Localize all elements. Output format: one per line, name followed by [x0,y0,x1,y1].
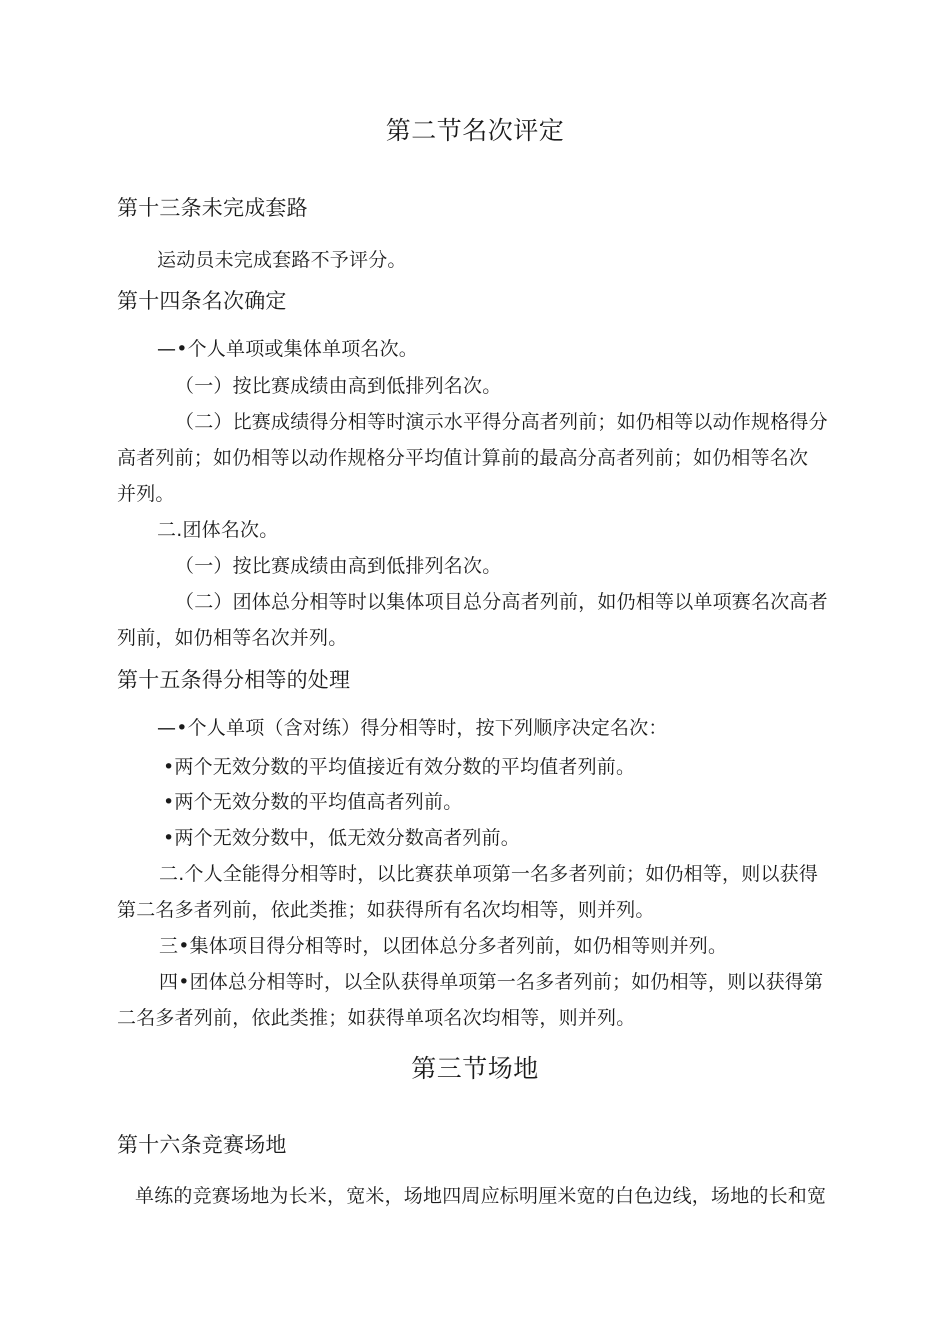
paragraph-line: 并列。 [117,483,175,505]
paragraph-line: （一）按比赛成绩由高到低排列名次。 [175,555,502,577]
paragraph-line: 二.个人全能得分相等时，以比赛获单项第一名多者列前；如仍相等，则以获得 [159,863,819,885]
paragraph-line: —•个人单项（含对练）得分相等时，按下列顺序决定名次： [157,717,668,739]
paragraph-line: 二名多者列前，依此类推；如获得单项名次均相等，则并列。 [117,1007,636,1029]
paragraph-line: —•个人单项或集体单项名次。 [157,338,419,360]
paragraph-line: （二）团体总分相等时以集体项目总分高者列前，如仍相等以单项赛名次高者 [175,591,828,613]
paragraph-line: 四•团体总分相等时，以全队获得单项第一名多者列前；如仍相等，则以获得第 [159,971,824,993]
paragraph-line: （二）比赛成绩得分相等时演示水平得分高者列前；如仍相等以动作规格得分 [175,411,828,433]
paragraph-line: 第二名多者列前，依此类推；如获得所有名次均相等，则并列。 [117,899,655,921]
paragraph-line: 运动员未完成套路不予评分。 [157,249,407,271]
list-item: •两个无效分数中，低无效分数高者列前。 [163,827,521,849]
paragraph-line: 列前，如仍相等名次并列。 [117,627,348,649]
article-15-title: 第十五条得分相等的处理 [117,668,351,692]
section-title: 第三节场地 [411,1054,539,1083]
paragraph-line: 三•集体项目得分相等时，以团体总分多者列前，如仍相等则并列。 [159,935,728,957]
article-13-title: 第十三条未完成套路 [117,196,308,220]
paragraph-line: 单练的竞赛场地为长米，宽米，场地四周应标明厘米宽的白色边线，场地的长和宽 [135,1185,827,1207]
list-item: •两个无效分数的平均值接近有效分数的平均值者列前。 [163,756,636,778]
section-title: 第二节名次评定 [385,116,565,145]
paragraph-line: （一）按比赛成绩由高到低排列名次。 [175,375,502,397]
article-16-title: 第十六条竞赛场地 [117,1133,287,1157]
paragraph-line: 高者列前；如仍相等以动作规格分平均值计算前的最高分高者列前；如仍相等名次 [117,447,809,469]
paragraph-line: 二.团体名次。 [157,519,279,541]
list-item: •两个无效分数的平均值高者列前。 [163,791,463,813]
article-14-title: 第十四条名次确定 [117,289,287,313]
